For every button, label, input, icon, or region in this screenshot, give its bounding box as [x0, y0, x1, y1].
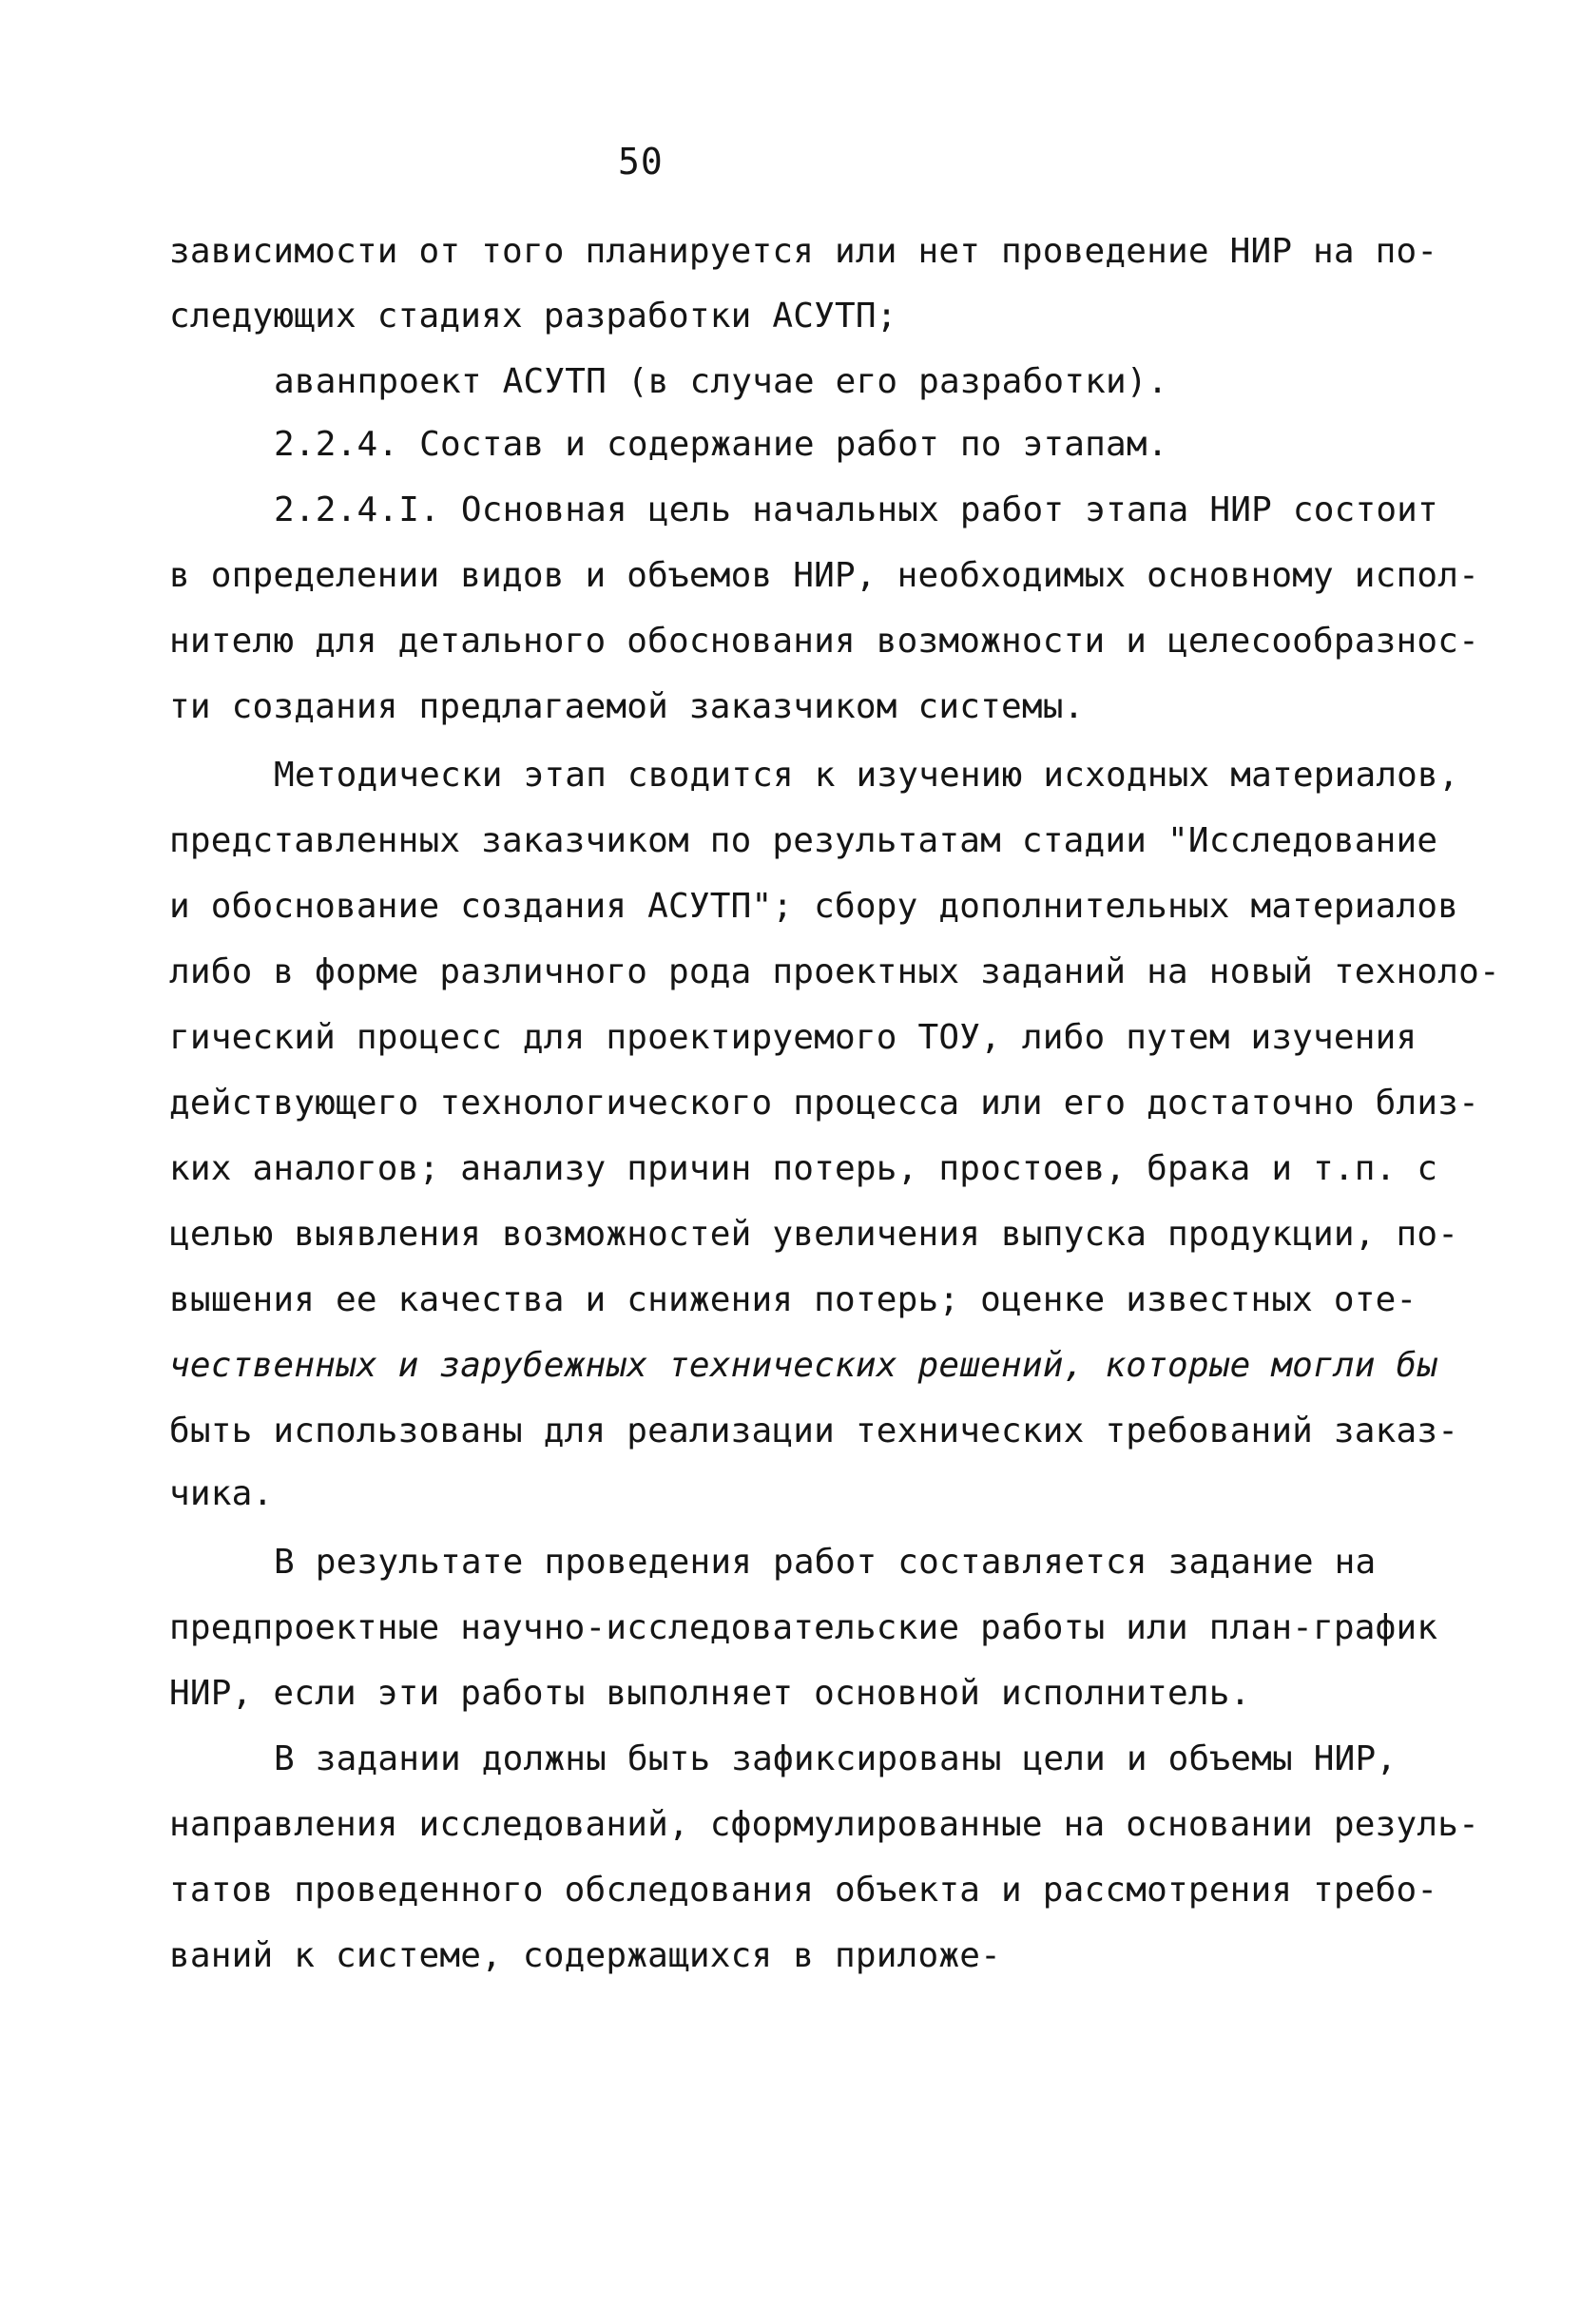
text-line: направления исследований, сформулированные на основании резуль- — [169, 1805, 1480, 1844]
text-line: 2.2.4. Состав и содержание работ по этапам. — [274, 425, 1168, 464]
text-line: быть использованы для реализации технических требований заказ- — [169, 1412, 1459, 1450]
text-line: зависимости от того планируется или нет проведение НИР на по- — [169, 232, 1438, 271]
text-line: чественных и зарубежных технических решений, которые могли бы — [169, 1346, 1438, 1385]
text-line: в определении видов и объемов НИР, необходимых основному испол- — [169, 556, 1480, 595]
text-line: представленных заказчиком по результатам стадии "Исследование — [169, 821, 1438, 860]
text-line: и обоснование создания АСУТП"; сбору дополнительных материалов — [169, 887, 1459, 926]
text-line: В результате проведения работ составляется задание на — [274, 1543, 1377, 1582]
text-line: ти создания предлагаемой заказчиком системы. — [169, 687, 1085, 726]
text-line: целью выявления возможностей увеличения выпуска продукции, по- — [169, 1215, 1459, 1254]
text-line: Методически этап сводится к изучению исходных материалов, — [274, 756, 1459, 795]
text-line: татов проведенного обследования объекта и рассмотрения требо- — [169, 1871, 1438, 1910]
text-line: действующего технологического процесса или его достаточно близ- — [169, 1084, 1480, 1123]
text-line: предпроектные научно-исследовательские работы или план-график — [169, 1608, 1438, 1647]
text-line: гический процесс для проектируемого ТОУ, либо путем изучения — [169, 1018, 1417, 1057]
text-line: следующих стадиях разработки АСУТП; — [169, 297, 897, 336]
text-line: чика. — [169, 1474, 274, 1513]
text-line: НИР, если эти работы выполняет основной исполнитель. — [169, 1674, 1251, 1713]
text-line: нителю для детального обоснования возможности и целесообразнос- — [169, 622, 1480, 661]
text-line: В задании должны быть зафиксированы цели и объемы НИР, — [274, 1739, 1398, 1778]
page-number: 50 — [618, 141, 664, 182]
text-line: аванпроект АСУТП (в случае его разработки). — [274, 362, 1168, 401]
text-line: либо в форме различного рода проектных заданий на новый техноло- — [169, 952, 1500, 991]
text-line: ваний к системе, содержащихся в приложе- — [169, 1936, 1001, 1975]
text-line: 2.2.4.I. Основная цель начальных работ этапа НИР состоит — [274, 490, 1438, 529]
text-line: ких аналогов; анализу причин потерь, простоев, брака и т.п. с — [169, 1149, 1438, 1188]
text-line: вышения ее качества и снижения потерь; оценке известных оте- — [169, 1280, 1417, 1319]
